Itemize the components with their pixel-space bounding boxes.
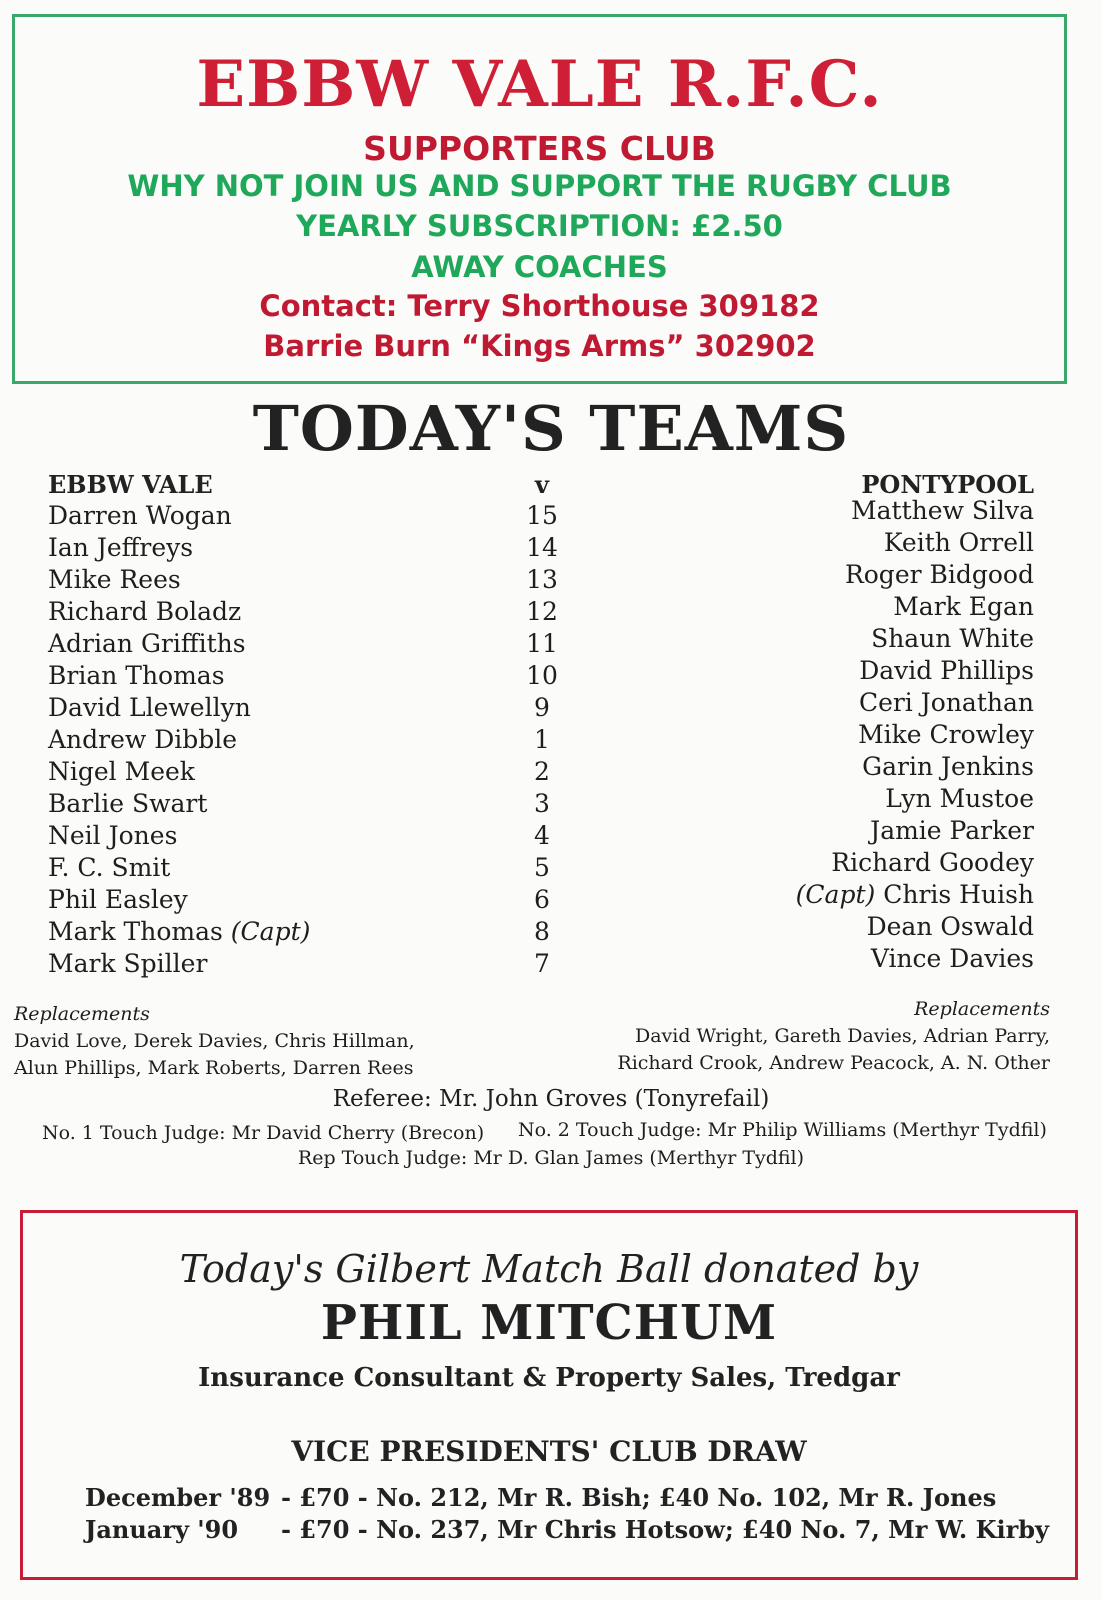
- draw-entry: [85, 1483, 1055, 1517]
- away-coaches: AWAY COACHES: [411, 250, 668, 284]
- position-number: 12: [526, 597, 558, 626]
- sponsor-box: [20, 1210, 1078, 1580]
- home-player: Andrew Dibble: [48, 725, 238, 754]
- position-number: 1: [534, 725, 550, 754]
- match-ball-line: Today's Gilbert Match Ball donated by: [179, 1247, 919, 1291]
- position-number: 5: [534, 853, 550, 882]
- away-captain: (Capt) Chris Huish: [795, 880, 1034, 909]
- club-title: EBBW VALE R.F.C.: [196, 47, 883, 122]
- todays-teams-heading: TODAY'S TEAMS: [252, 392, 850, 465]
- home-replacements-label: Replacements: [14, 1003, 150, 1025]
- away-player: Mark Egan: [893, 592, 1034, 621]
- home-player: Ian Jeffreys: [48, 533, 194, 562]
- position-number: 11: [526, 629, 558, 658]
- home-player: Richard Boladz: [48, 597, 242, 626]
- away-replacements: David Wright, Gareth Davies, Adrian Parry, Richard Crook, Andrew Peacock, A. N. Other: [617, 1025, 1050, 1074]
- home-team-name: EBBW VALE: [48, 470, 213, 499]
- away-team-name: PONTYPOOL: [861, 470, 1034, 499]
- home-player: F. C. Smit: [48, 853, 171, 882]
- draw-result: - £70 - No. 237, Mr Chris Hotsow; £40 No. 7, Mr W. Kirby: [281, 1515, 1049, 1544]
- contact-barrie: Barrie Burn “Kings Arms” 302902: [263, 329, 816, 363]
- draw-month: January '90: [85, 1515, 239, 1544]
- position-number: 13: [526, 565, 558, 594]
- position-number: 15: [526, 501, 558, 530]
- away-player: Ceri Jonathan: [858, 688, 1034, 717]
- away-player: Jamie Parker: [870, 816, 1034, 845]
- subscription-line: YEARLY SUBSCRIPTION: £2.50: [296, 209, 783, 243]
- away-player: Roger Bidgood: [844, 560, 1034, 589]
- away-player: Dean Oswald: [866, 912, 1034, 941]
- referee: Referee: Mr. John Groves (Tonyrefail): [332, 1086, 770, 1112]
- supporters-club-heading: SUPPORTERS CLUB: [363, 129, 716, 168]
- draw-month: December '89: [85, 1483, 271, 1512]
- away-player: Garin Jenkins: [862, 752, 1034, 781]
- home-player: Darren Wogan: [48, 501, 232, 530]
- donor-description: Insurance Consultant & Property Sales, Tredgar: [198, 1363, 900, 1393]
- position-number: 9: [534, 693, 550, 722]
- captain-marker: (Capt): [230, 917, 311, 946]
- away-player: Vince Davies: [870, 944, 1034, 973]
- captain-marker: (Capt): [795, 880, 876, 909]
- home-player: David Llewellyn: [48, 693, 251, 722]
- home-replacements: David Love, Derek Davies, Chris Hillman, Alun Phillips, Mark Roberts, Darren Rees: [14, 1030, 415, 1079]
- home-player: Adrian Griffiths: [48, 629, 246, 658]
- position-number: 6: [534, 885, 550, 914]
- away-replacements-label: Replacements: [914, 998, 1050, 1020]
- home-player: Neil Jones: [48, 821, 178, 850]
- position-number: 3: [534, 789, 550, 818]
- touch-judge-2: No. 2 Touch Judge: Mr Philip Williams (Merthyr Tydfil): [518, 1119, 1047, 1141]
- position-number: 4: [534, 821, 550, 850]
- away-player: Richard Goodey: [831, 848, 1034, 877]
- join-slogan: WHY NOT JOIN US AND SUPPORT THE RUGBY CLUB: [127, 169, 952, 203]
- away-team-list: [620, 495, 1034, 975]
- home-player: Brian Thomas: [48, 661, 225, 690]
- home-player: Phil Easley: [48, 885, 188, 914]
- home-team-list: [48, 500, 468, 980]
- draw-entry: [85, 1515, 1055, 1549]
- position-number: 7: [534, 949, 550, 978]
- away-player: Keith Orrell: [883, 528, 1034, 557]
- away-player: Matthew Silva: [851, 496, 1034, 525]
- position-number: 10: [526, 661, 558, 690]
- away-player: Shaun White: [871, 624, 1034, 653]
- position-number: 8: [534, 917, 550, 946]
- contact-terry: Contact: Terry Shorthouse 309182: [259, 289, 820, 323]
- home-player: Nigel Meek: [48, 757, 195, 786]
- position-numbers: [492, 500, 592, 980]
- club-draw-heading: VICE PRESIDENTS' CLUB DRAW: [291, 1435, 807, 1468]
- away-player: Mike Crowley: [858, 720, 1034, 749]
- away-player: David Phillips: [859, 656, 1034, 685]
- donor-name: PHIL MITCHUM: [320, 1295, 778, 1351]
- draw-result: - £70 - No. 212, Mr R. Bish; £40 No. 102, Mr R. Jones: [281, 1483, 997, 1512]
- home-player: Barlie Swart: [48, 789, 208, 818]
- versus-label: v: [535, 470, 549, 499]
- rep-touch-judge: Rep Touch Judge: Mr D. Glan James (Merthyr Tydfil): [297, 1147, 805, 1169]
- away-player: Lyn Mustoe: [885, 784, 1034, 813]
- touch-judge-1: No. 1 Touch Judge: Mr David Cherry (Brecon): [42, 1122, 485, 1144]
- position-number: 2: [534, 757, 550, 786]
- position-number: 14: [526, 533, 558, 562]
- home-player: Mark Spiller: [48, 949, 208, 978]
- home-captain: Mark Thomas (Capt): [48, 917, 311, 946]
- supporters-club-box: [12, 14, 1067, 384]
- home-player: Mike Rees: [48, 565, 181, 594]
